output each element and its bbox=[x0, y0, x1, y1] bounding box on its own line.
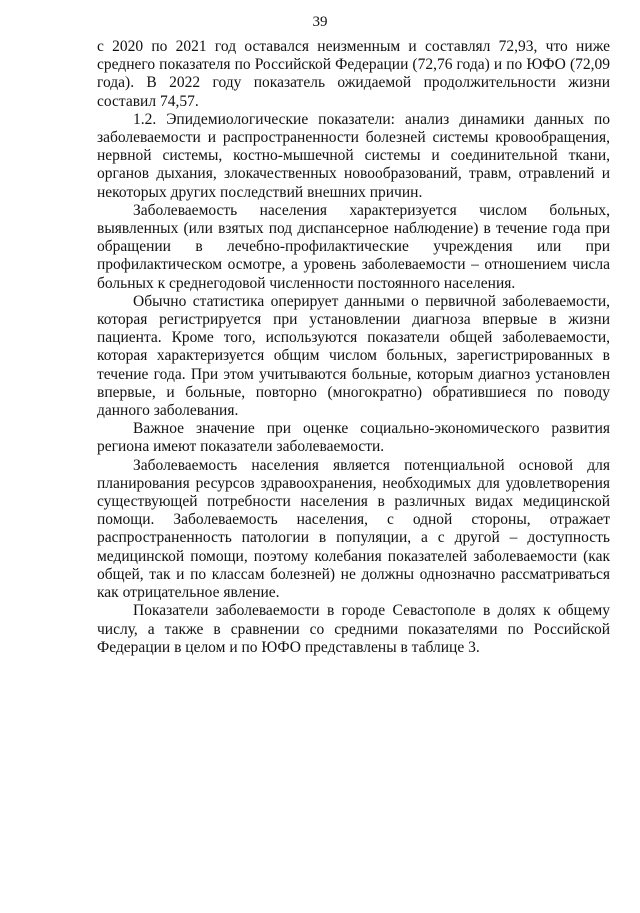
paragraph-importance: Важное значение при оценке социально-экономического развития региона имеют показатели заболеваемости. bbox=[97, 420, 610, 456]
paragraph-planning-basis: Заболеваемость населения является потенциальной основой для планирования ресурсов здравоохранения, необходимых для удовлетворения существующей потребности населения в различных видах медицинской помощи. Заболеваемость населения, с одной стороны, отражает распространенность патологии в популяции, а с другой – доступность медицинской помощи, поэтому колебания показателей заболеваемости (как общей, так и по классам болезней) не должны однозначно рассматриваться как отрицательное явление. bbox=[97, 456, 610, 602]
paragraph-table-reference: Показатели заболеваемости в городе Севастополе в долях к общему числу, а также в сравнении со средними показателями по Российской Федерации в целом и по ЮФО представлены в таблице 3. bbox=[97, 602, 610, 656]
page-number: 39 bbox=[312, 14, 328, 30]
paragraph-morbidity-definition: Заболеваемость населения характеризуется числом больных, выявленных (или взятых под диспансерное наблюдение) в течение года при обращении в лечебно-профилактические учреждения или при профилактическом осмотре, а уровень заболеваемости – отношением числа больных к среднегодовой численности постоянного населения. bbox=[97, 201, 610, 292]
paragraph-section-heading-1-2: 1.2. Эпидемиологические показатели: анализ динамики данных по заболеваемости и распространенности болезней системы кровообращения, нервной системы, костно-мышечной системы и соединительной ткани, органов дыхания, злокачественных новообразований, травм, отравлений и некоторых других последствий внешних причин. bbox=[97, 110, 610, 201]
paragraph-primary-morbidity: Обычно статистика оперирует данными о первичной заболеваемости, которая регистрируется при установлении диагноза впервые в жизни пациента. Кроме того, используются показатели общей заболеваемости, которая характеризуется общим числом больных, зарегистрированных в течение года. При этом учитываются больные, которым диагноз установлен впервые, и больные, повторно (многократно) обратившиеся по поводу данного заболевания. bbox=[97, 292, 610, 420]
body-text bbox=[97, 38, 610, 657]
paragraph-life-expectancy-end: с 2020 по 2021 год оставался неизменным и составлял 72,93, что ниже среднего показателя по Российской Федерации (72,76 года) и по ЮФО (72,09 года). В 2022 году показатель ожидаемой продолжительности жизни составил 74,57. bbox=[97, 38, 610, 110]
